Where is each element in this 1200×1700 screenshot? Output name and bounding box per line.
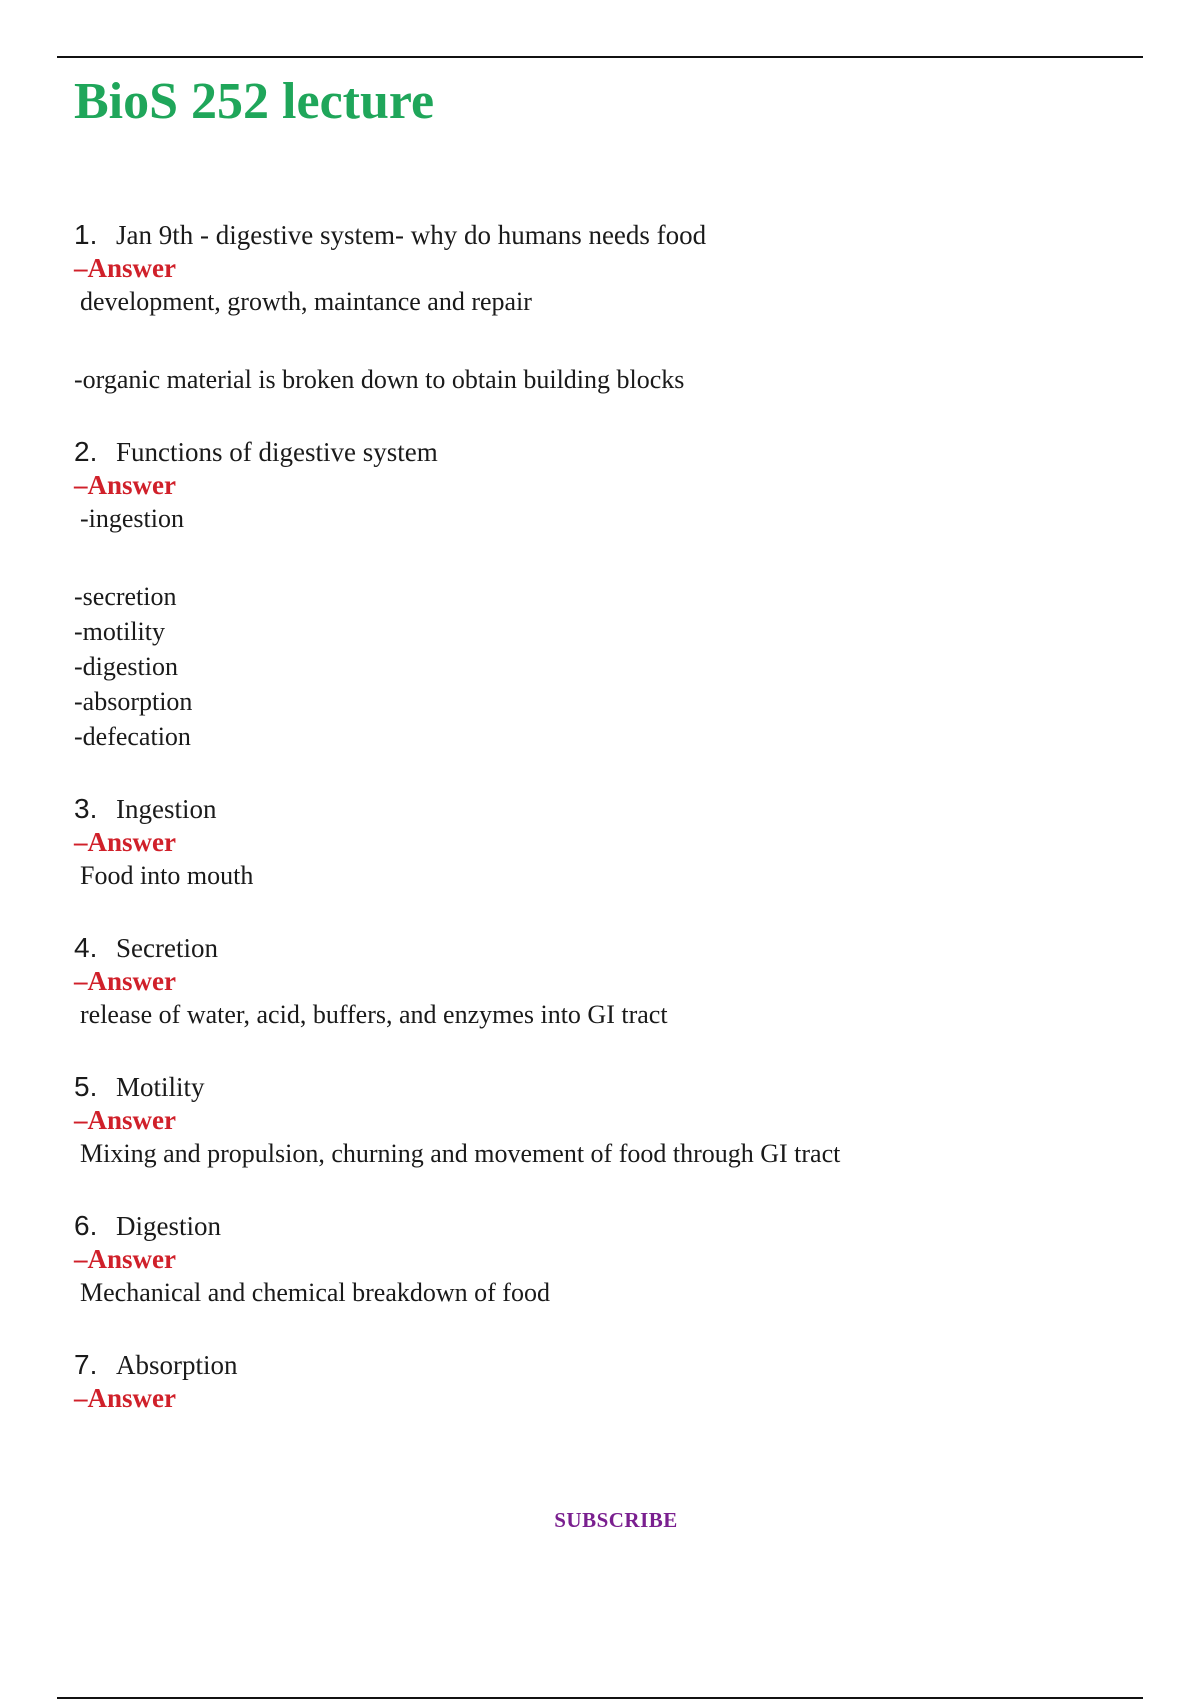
question-number: 6. [74, 1210, 98, 1241]
question [74, 435, 1134, 469]
question-text: Absorption [116, 1350, 238, 1380]
answer-text: -motility [74, 617, 165, 646]
question-text: Secretion [116, 933, 218, 963]
qa-item [74, 792, 1134, 893]
answer-label: –Answer [74, 470, 176, 500]
answer-text: -secretion [74, 582, 177, 611]
question [74, 1348, 1134, 1382]
answer-text: release of water, acid, buffers, and enzymes into GI tract [80, 1000, 668, 1029]
qa-item [74, 218, 1134, 397]
question-text: Jan 9th - digestive system- why do humans needs food [116, 220, 707, 250]
answer-text: Food into mouth [80, 861, 254, 890]
question-number: 2. [74, 436, 98, 467]
answer-label: –Answer [74, 1105, 176, 1135]
qa-item [74, 1209, 1134, 1310]
qa-list [74, 218, 1134, 1414]
answer-text: Mixing and propulsion, churning and movement of food through GI tract [80, 1139, 841, 1168]
subscribe-link[interactable]: SUBSCRIBE [554, 1508, 678, 1532]
answer-text: Mechanical and chemical breakdown of food [80, 1278, 550, 1307]
question-text: Motility [116, 1072, 205, 1102]
answer-label: –Answer [74, 1244, 176, 1274]
answer-label: –Answer [74, 966, 176, 996]
qa-item [74, 1348, 1134, 1414]
answer-text: -absorption [74, 687, 193, 716]
question [74, 218, 1134, 252]
question [74, 792, 1134, 826]
question-text: Digestion [116, 1211, 221, 1241]
qa-item [74, 931, 1134, 1032]
question [74, 1209, 1134, 1243]
question-number: 7. [74, 1349, 98, 1380]
answer-label: –Answer [74, 827, 176, 857]
question-number: 4. [74, 932, 98, 963]
answer-text: -digestion [74, 652, 178, 681]
question [74, 1070, 1134, 1104]
question-text: Ingestion [116, 794, 217, 824]
answer-label: –Answer [74, 253, 176, 283]
top-rule [57, 56, 1143, 58]
answer-label: –Answer [74, 1383, 176, 1413]
question [74, 931, 1134, 965]
answer-text: -ingestion [80, 504, 184, 533]
answer-text: development, growth, maintance and repair [80, 287, 532, 316]
question-text: Functions of digestive system [116, 437, 438, 467]
qa-item [74, 1070, 1134, 1171]
question-number: 3. [74, 793, 98, 824]
answer-text: -organic material is broken down to obtain building blocks [74, 365, 685, 394]
question-number: 1. [74, 219, 98, 250]
qa-item [74, 435, 1134, 754]
bottom-rule [57, 1697, 1143, 1699]
document-title: BioS 252 lecture [74, 73, 435, 130]
question-number: 5. [74, 1071, 98, 1102]
answer-text: -defecation [74, 722, 191, 751]
